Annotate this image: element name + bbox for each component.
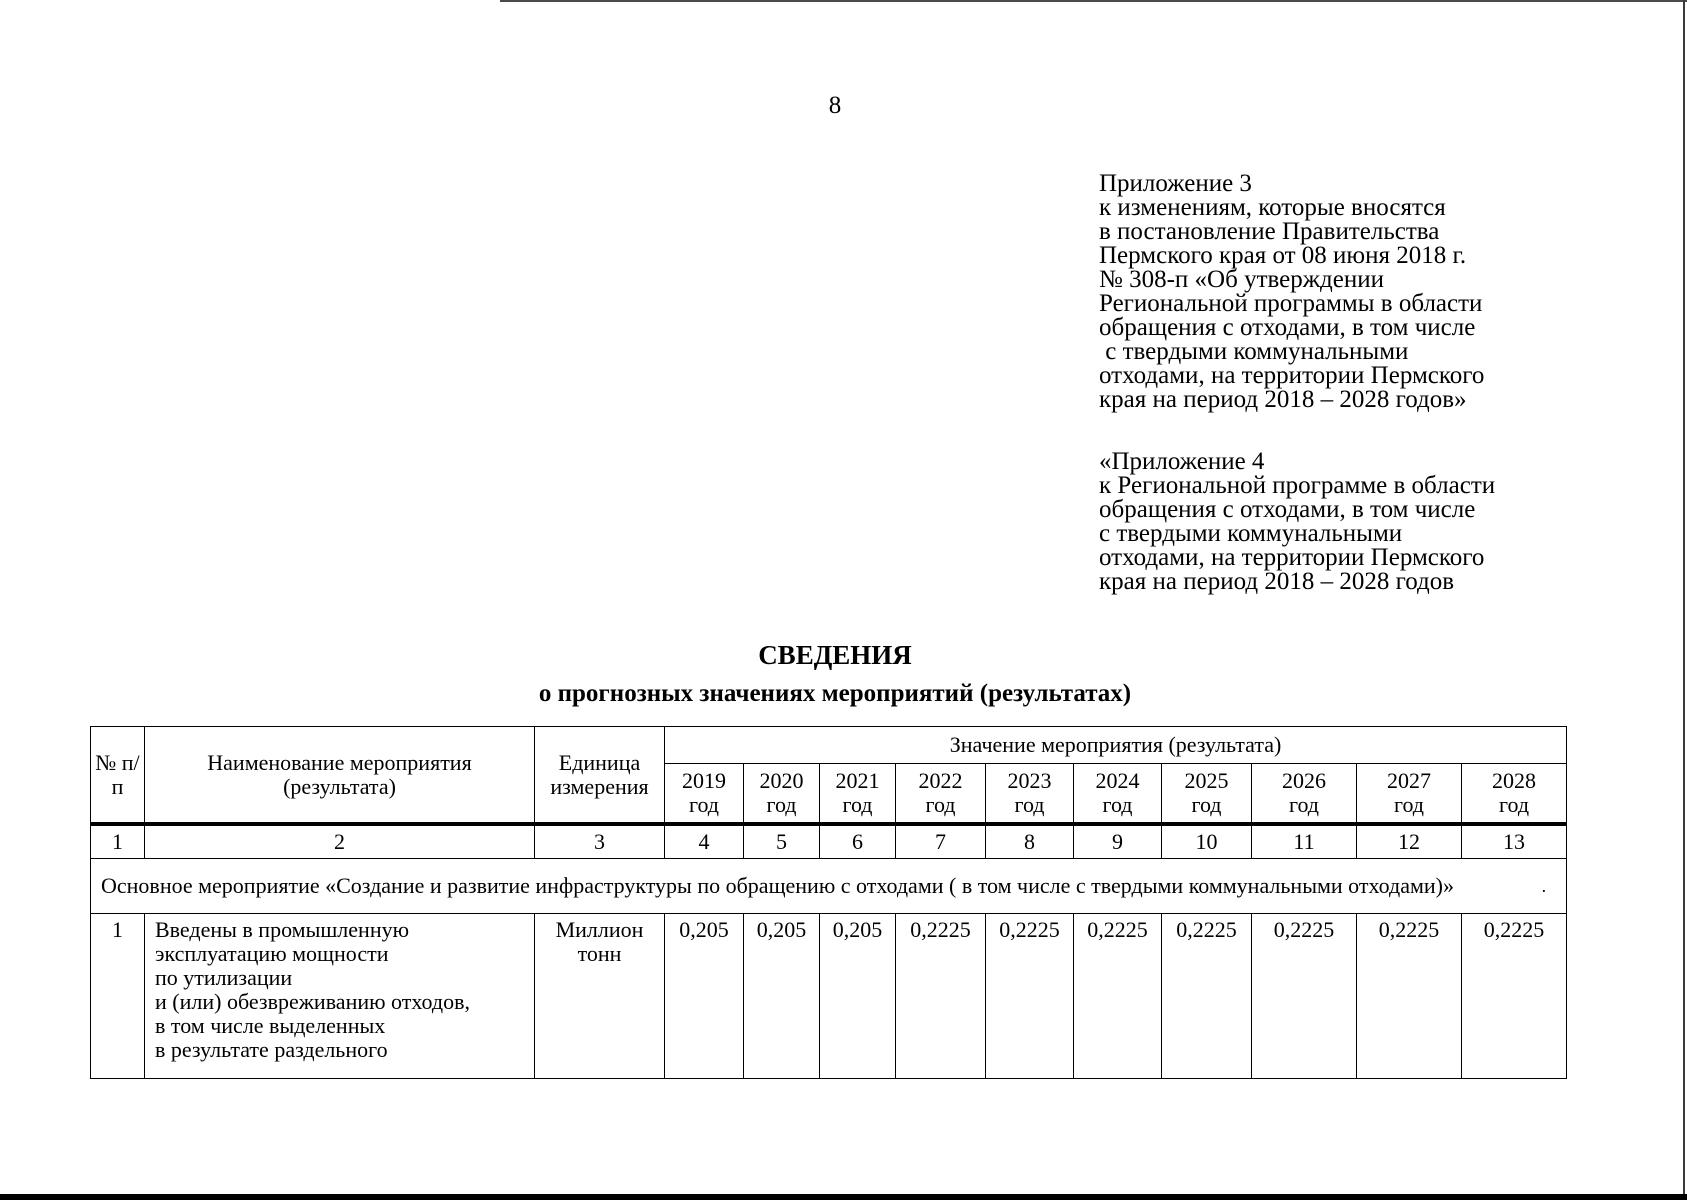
appendix-4-line: «Приложение 4	[1099, 448, 1265, 475]
year-unit-label: год	[925, 792, 956, 817]
column-number-cell: 8	[986, 824, 1074, 859]
column-number-cell: 3	[535, 824, 665, 859]
column-number-cell: 6	[820, 824, 896, 859]
appendix-3-line: с твердыми коммунальными	[1099, 338, 1409, 365]
row-name-line: Введены в промышленную	[155, 917, 410, 942]
year-unit-label: год	[842, 792, 873, 817]
header-year	[1252, 764, 1357, 825]
header-year	[820, 764, 896, 825]
column-number-cell: 7	[896, 824, 986, 859]
header-unit: Единица измерения	[535, 727, 665, 825]
row-value: 0,2225	[1074, 914, 1162, 1079]
row-number: 1	[91, 914, 145, 1079]
column-number-cell: 10	[1162, 824, 1252, 859]
appendix-4-line: обращения с отходами, в том числе	[1099, 496, 1476, 523]
appendix-4-block	[1099, 450, 1495, 594]
row-value: 0,205	[665, 914, 744, 1079]
header-year	[986, 764, 1074, 825]
header-year	[665, 764, 744, 825]
year-unit-label: год	[1288, 792, 1320, 817]
appendix-3-line: № 308-п «Об утверждении	[1099, 266, 1384, 293]
column-number-row	[91, 824, 1567, 859]
column-number-cell: 13	[1462, 824, 1567, 859]
appendix-3-line: Пермского края от 08 июня 2018 г.	[1099, 242, 1467, 269]
row-value: 0,205	[820, 914, 896, 1079]
appendix-3-line: отходами, на территории Пермского	[1099, 362, 1485, 389]
year-unit-label: год	[1014, 792, 1045, 817]
table-header-row	[91, 727, 1567, 764]
appendix-4-line: с твердыми коммунальными	[1099, 520, 1403, 547]
appendix-3-line: края на период 2018 – 2028 годов»	[1099, 386, 1467, 413]
appendix-3-line: Приложение 3	[1099, 170, 1252, 197]
appendix-3-line: Региональной программы в области	[1099, 290, 1483, 317]
year-unit-label: год	[1393, 792, 1425, 817]
row-name-line: по утилизации	[155, 965, 293, 990]
header-value-group: Значение мероприятия (результата)	[665, 727, 1567, 764]
row-value: 0,2225	[1462, 914, 1567, 1079]
column-number-cell: 2	[145, 824, 535, 859]
header-year	[1357, 764, 1462, 825]
row-value: 0,2225	[1357, 914, 1462, 1079]
year-label: 2027	[1387, 768, 1431, 793]
header-year	[1162, 764, 1252, 825]
bottom-scan-edge	[0, 1194, 1687, 1200]
page-number: 8	[828, 92, 842, 119]
column-number-cell: 4	[665, 824, 744, 859]
year-label: 2025	[1184, 768, 1229, 793]
year-label: 2020	[759, 768, 804, 793]
year-unit-label: год	[688, 792, 720, 817]
year-unit-label: год	[766, 792, 797, 817]
header-year	[896, 764, 986, 825]
section-cell	[91, 859, 1567, 914]
year-label: 2028	[1492, 768, 1537, 793]
row-value: 0,2225	[986, 914, 1074, 1079]
row-value: 0,2225	[1162, 914, 1252, 1079]
appendix-4-line: отходами, на территории Пермского	[1099, 544, 1485, 571]
row-value: 0,2225	[1252, 914, 1357, 1079]
year-label: 2024	[1095, 768, 1140, 793]
header-year	[1074, 764, 1162, 825]
header-year	[744, 764, 820, 825]
column-number-cell: 1	[91, 824, 145, 859]
appendix-3-line: в постановление Правительства	[1099, 218, 1440, 245]
column-number-cell: 5	[744, 824, 820, 859]
year-label: 2019	[682, 768, 726, 793]
section-title: Основное мероприятие «Создание и развитие инфраструктуры по обращению с отходами ( в том числе с твердыми коммунальными отходами)»	[101, 873, 1455, 898]
column-number-cell: 9	[1074, 824, 1162, 859]
year-label: 2026	[1282, 768, 1326, 793]
right-scan-edge	[1683, 0, 1685, 1200]
header-number: № п/п	[91, 727, 145, 825]
row-value: 0,2225	[896, 914, 986, 1079]
row-value: 0,205	[744, 914, 820, 1079]
row-name-line: и (или) обезвреживанию отходов,	[155, 989, 470, 1014]
section-row	[91, 859, 1567, 914]
appendix-3-line: к изменениям, которые вносятся	[1099, 194, 1446, 221]
row-name-line: эксплуатацию мощности	[155, 941, 389, 966]
year-unit-label: год	[1499, 792, 1530, 817]
year-label: 2022	[918, 768, 963, 793]
document-title: СВЕДЕНИЯ	[758, 640, 912, 670]
section-mark: .	[1541, 876, 1547, 896]
year-unit-label: год	[1191, 792, 1222, 817]
column-number-cell: 12	[1357, 824, 1462, 859]
header-name: Наименование мероприятия (результата)	[145, 727, 535, 825]
forecast-values-table	[90, 726, 1567, 1079]
row-name	[145, 914, 535, 1079]
year-unit-label: год	[1102, 792, 1133, 817]
top-scan-edge	[500, 0, 1687, 2]
row-name-line: в результате раздельного	[155, 1037, 388, 1062]
row-name-line: в том числе выделенных	[155, 1013, 386, 1038]
appendix-4-line: края на период 2018 – 2028 годов	[1099, 568, 1455, 595]
appendix-4-line: к Региональной программе в области	[1099, 472, 1496, 499]
row-unit: Миллион тонн	[535, 914, 665, 1079]
year-label: 2021	[835, 768, 880, 793]
year-label: 2023	[1007, 768, 1052, 793]
appendix-3-block	[1099, 172, 1484, 412]
table-row	[91, 914, 1567, 1079]
column-number-cell: 11	[1252, 824, 1357, 859]
document-subtitle: о прогнозных значениях мероприятий (результатах)	[538, 680, 1132, 707]
appendix-3-line: обращения с отходами, в том числе	[1099, 314, 1476, 341]
header-year	[1462, 764, 1567, 825]
